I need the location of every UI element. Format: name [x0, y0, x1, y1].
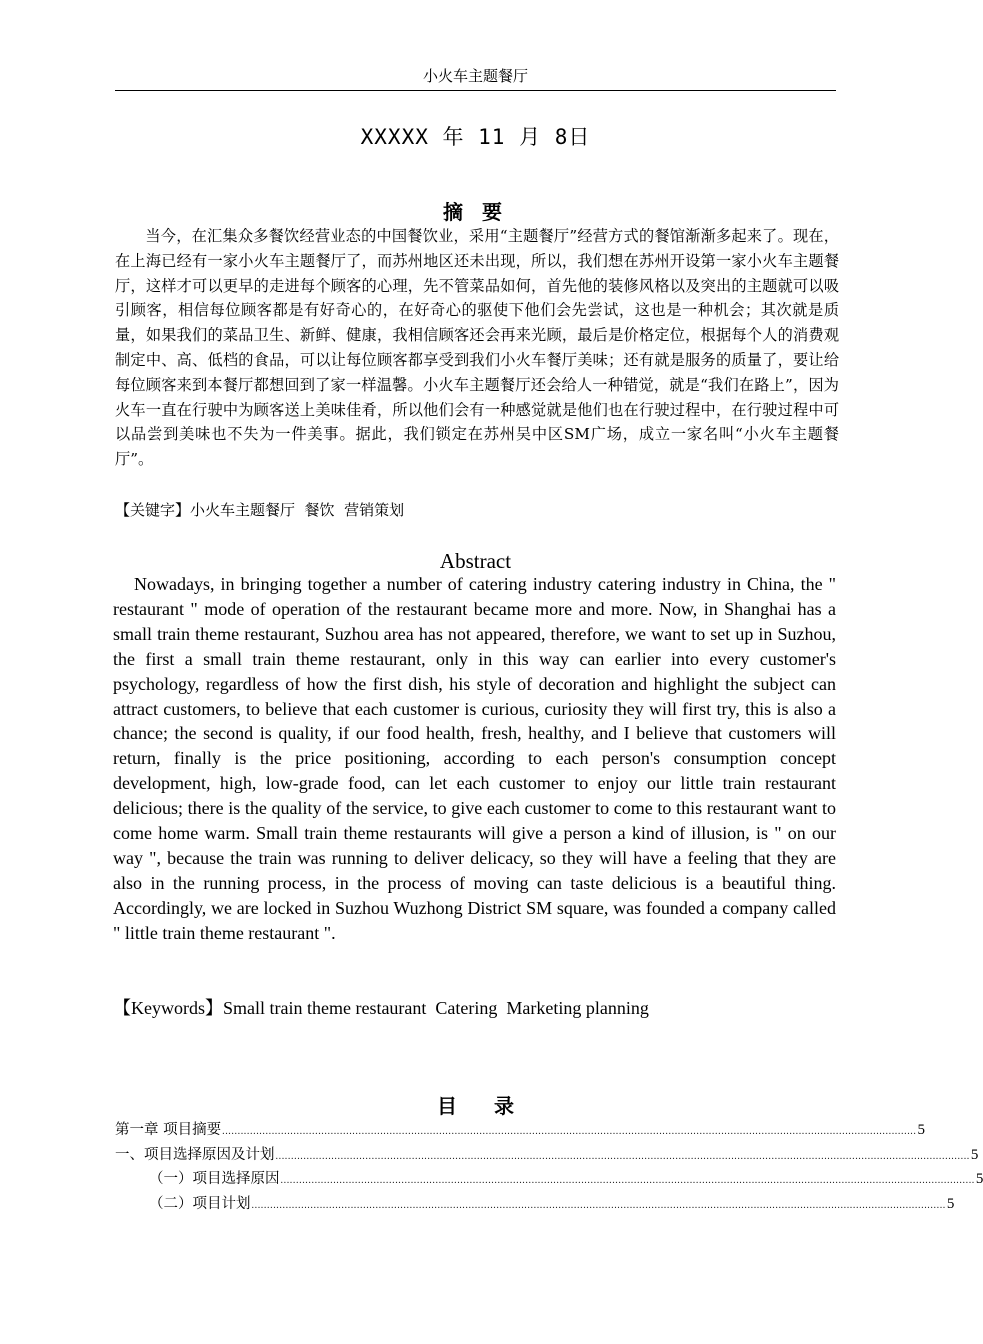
- toc-title: 目 录: [437, 1094, 514, 1118]
- toc-entry-page: 5: [917, 1122, 926, 1138]
- toc-entry-text: （二）项目计划: [149, 1195, 251, 1212]
- toc-entry-page: 5: [946, 1195, 955, 1212]
- toc-leader-dots: ................................................................................................................................................................................................................................: [222, 1126, 917, 1137]
- document-date: XXXXX 年 11 月 8日: [360, 125, 591, 149]
- abstract-en-keywords: 【Keywords】Small train theme restaurant Catering Marketing planning: [113, 998, 649, 1018]
- toc-leader-dots: ................................................................................................................................................................................................................................: [275, 1150, 970, 1162]
- abstract-cn-body: 当今，在汇集众多餐饮经营业态的中国餐饮业，采用“主题餐厅”经营方式的餐馆渐渐多起来了。现在，在上海已经有一家小火车主题餐厅了，而苏州地区还未出现，所以，我们想在苏州开设第一家小火车主题餐厅，这样才可以更早的走进每个顾客的心理，先不管菜品如何，首先他的装修风格以及突出的主题就可以吸引顾客，相信每位顾客都是有好奇心的，在好奇心的驱使下他们会先尝试，这也是一种机会；其次就是质量，如果我们的菜品卫生、新鲜、健康，我相信顾客还会再来光顾，最后是价格定位，根据每个人的消费观制定中、高、低档的食品，可以让每位顾客都享受到我们小火车餐厅美味；还有就是服务的质量了，要让给每位顾客来到本餐厅都想回到了家一样温馨。小火车主题餐厅还会给人一种错觉，就是“我们在路上”，因为火车一直在行驶中为顾客送上美味佳肴，所以他们会有一种感觉就是他们也在行驶过程中，在行驶过程中可以品尝到美味也不失为一件美事。据此，我们锁定在苏州吴中区SM广场，成立一家名叫“小火车主题餐厅”。: [115, 227, 839, 469]
- abstract-en-title: Abstract: [439, 549, 512, 573]
- toc-entry[interactable]: [115, 1143, 979, 1168]
- page-header-title: 小火车主题餐厅: [422, 67, 528, 85]
- toc-entry-text: 第一章 项目摘要: [115, 1122, 222, 1138]
- toc-entry-page: 5: [975, 1171, 983, 1187]
- table-of-contents: [115, 1118, 983, 1216]
- abstract-en-body: Nowadays, in bringing together a number of catering industry catering industry in China, the " restaurant " mode of operation of the restaurant became more and more. Now, in Shanghai has a small train theme restaurant, Suzhou area has not appeared, therefore, we want to set up in Suzhou, the first a small train theme restaurant, only in this way can earlier into every customer's psychology, regardless of how the first dish, his style of decoration and highlight the subject can attract customers, to believe that each customer is curious, curiosity they will first try, this is also a chance; the second is quality, if our food health, fresh, healthy, and I believe that customers will return, finally is the price positioning, according to each person's consumption concept development, high, low-grade food, can let each customer to enjoy our little train restaurant delicious; there is the quality of the service, to give each customer to come to this restaurant want to come home warm. Small train theme restaurants will give a person a kind of illusion, is " on our way ", because the train was running to deliver delicacy, so they will have a feeling that they are also in the running process, in the process of moving can taste delicious is a beautiful thing. Accordingly, we are locked in Suzhou Wuzhong District SM square, was founded a company called " little train theme restaurant ".: [113, 574, 836, 943]
- toc-entry-page: 5: [970, 1146, 979, 1163]
- toc-entry-text: 一、项目选择原因及计划: [115, 1146, 275, 1163]
- toc-entry-text: （一）项目选择原因: [149, 1171, 280, 1187]
- abstract-cn-keywords: 【关键字】小火车主题餐厅 餐饮 营销策划: [115, 501, 405, 519]
- header-divider: [115, 90, 836, 91]
- toc-leader-dots: ................................................................................................................................................................................................................................: [280, 1175, 975, 1186]
- toc-entry[interactable]: [115, 1192, 955, 1217]
- abstract-cn-title: 摘 要: [443, 200, 508, 224]
- toc-leader-dots: ................................................................................................................................................................................................................................: [251, 1199, 946, 1211]
- toc-entry[interactable]: [115, 1118, 926, 1143]
- toc-entry[interactable]: [115, 1167, 983, 1192]
